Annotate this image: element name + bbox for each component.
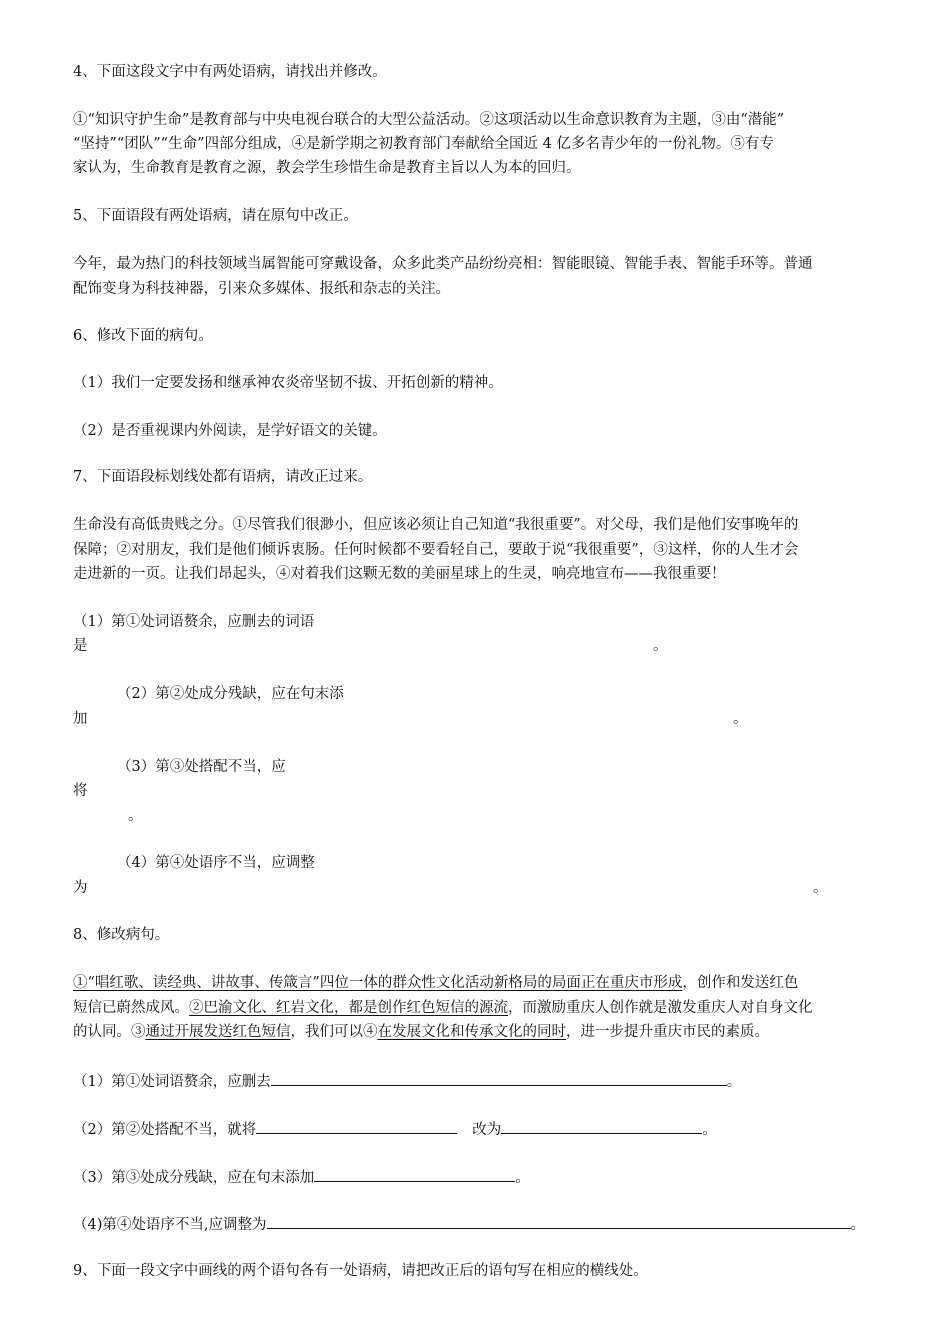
q8-underlined-phrase-4: 在发展文化和传承文化的同时 [377,1024,566,1040]
q7-answer-2-cont: 加 [73,711,88,727]
q8-text: 的认同。③ [73,1024,146,1040]
q8-answer-4 [73,1213,865,1235]
q8-answer-3-stop: 。 [515,1170,530,1186]
q8-answer-2-blank-a[interactable] [256,1118,457,1134]
q8-answer-1-blank[interactable] [271,1070,727,1086]
q7-answer-4-prompt: （4）第④处语序不当，应调整 [117,855,315,871]
q8-paragraph-line [73,1022,769,1042]
q6-sentence-1: （1）我们一定要发扬和继承神农炎帝坚韧不拔、开拓创新的精神。 [73,375,503,391]
q7-answer-4-stop: 。 [813,880,828,896]
q7-paragraph-line: 生命没有高低贵贱之分。①尽管我们很渺小，但应该必须让自己知道“我很重要”。对父母，我们是他们安事晚年的 [73,517,799,533]
q7-answer-1-stop: 。 [653,638,668,654]
q8-answer-2-prompt: （2）第②处搭配不当，就将 [73,1122,257,1138]
q8-answer-3-prompt: （3）第③处成分残缺，应在句末添加 [73,1170,315,1186]
q7-title: 7、下面语段标划线处都有语病，请改正过来。 [73,469,373,485]
q6-sentence-2: （2）是否重视课内外阅读，是学好语文的关键。 [73,423,387,439]
q8-answer-4-stop: 。 [850,1217,865,1233]
q7-answer-1-prompt: （1）第①处词语赘余，应删去的词语 [73,614,315,630]
q7-answer-3-stop: 。 [128,808,143,824]
q9-title: 9、下面一段文字中画线的两个语句各有一处语病，请把改正后的语句写在相应的横线处。 [73,1263,648,1279]
q7-paragraph-line: 保障；②对朋友，我们是他们倾诉衷肠。任何时候都不要看轻自己，要敢于说“我很重要”，③这样，你的人生才会 [73,542,799,558]
q8-title: 8、修改病句。 [73,927,170,943]
q8-text: ，创作和发送红色 [682,975,799,991]
q7-answer-1-cont: 是 [73,638,88,654]
q7-answer-4-cont: 为 [73,880,88,896]
q8-text: ，而激励重庆人创作就是激发重庆人对自身文化 [508,1000,813,1016]
q5-paragraph-line: 配饰变身为科技神器，引来众多媒体、报纸和杂志的关注。 [73,281,450,297]
q8-underlined-phrase-2: ②巴渝文化、红岩文化，都是创作红色短信的源流 [189,1000,508,1016]
q7-answer-3-prompt: （3）第③处搭配不当，应 [117,759,286,775]
q8-answer-4-blank[interactable] [267,1213,851,1229]
q8-answer-2 [73,1118,717,1140]
q8-answer-4-prompt: （4)第④处语序不当,应调整为 [73,1217,267,1233]
q5-paragraph-line: 今年，最为热门的科技领域当属智能可穿戴设备，众多此类产品纷纷亮相：智能眼镜、智能手表、智能手环等。普通 [73,256,813,272]
q8-answer-2-blank-b[interactable] [501,1118,702,1134]
q4-paragraph-line: 家认为，生命教育是教育之源，教会学生珍惜生命是教育主旨以人为本的回归。 [73,160,581,176]
q5-title: 5、下面语段有两处语病，请在原句中改正。 [73,208,358,224]
q8-answer-3-blank[interactable] [314,1166,515,1182]
q4-paragraph-line: “坚持”“团队”“生命”四部分组成，④是新学期之初教育部门奉献给全国近 4 亿多名青少年的一份礼物。⑤有专 [73,136,774,152]
q8-answer-1 [73,1070,741,1092]
q7-paragraph-line: 走进新的一页。让我们昂起头，④对着我们这颗无数的美丽星球上的生灵，响亮地宣布——我很重要！ [73,566,726,582]
q8-text: ，我们可以④ [290,1024,378,1040]
q4-paragraph-line: ①“知识守护生命”是教育部与中央电视台联合的大型公益活动。②这项活动以生命意识教育为主题，③由“潜能” [73,112,785,128]
q8-text: 短信已蔚然成风。 [73,1000,189,1016]
q8-underlined-phrase-1: ①“唱红歌、读经典、讲故事、传箴言”四位一体的群众性文化活动新格局的局面正在重庆市形成 [73,975,683,991]
q8-answer-2-stop: 。 [702,1122,717,1138]
q8-answer-1-prompt: （1）第①处词语赘余，应删去 [73,1074,271,1090]
q7-answer-2-prompt: （2）第②处成分残缺，应在句末添 [117,686,344,702]
q8-answer-1-stop: 。 [726,1074,742,1090]
q8-paragraph-line [73,973,798,993]
q7-answer-2-stop: 。 [733,711,748,727]
q8-answer-2-mid: 改为 [472,1122,502,1138]
q8-text: ，进一步提升重庆市民的素质。 [566,1024,769,1040]
q8-paragraph-line [73,998,813,1018]
q7-answer-3-cont: 将 [73,783,88,799]
q8-answer-3 [73,1166,530,1188]
q4-title: 4、下面这段文字中有两处语病，请找出并修改。 [73,64,387,80]
q8-underlined-phrase-3: 通过开展发送红色短信 [145,1024,291,1040]
q6-title: 6、修改下面的病句。 [73,328,213,344]
